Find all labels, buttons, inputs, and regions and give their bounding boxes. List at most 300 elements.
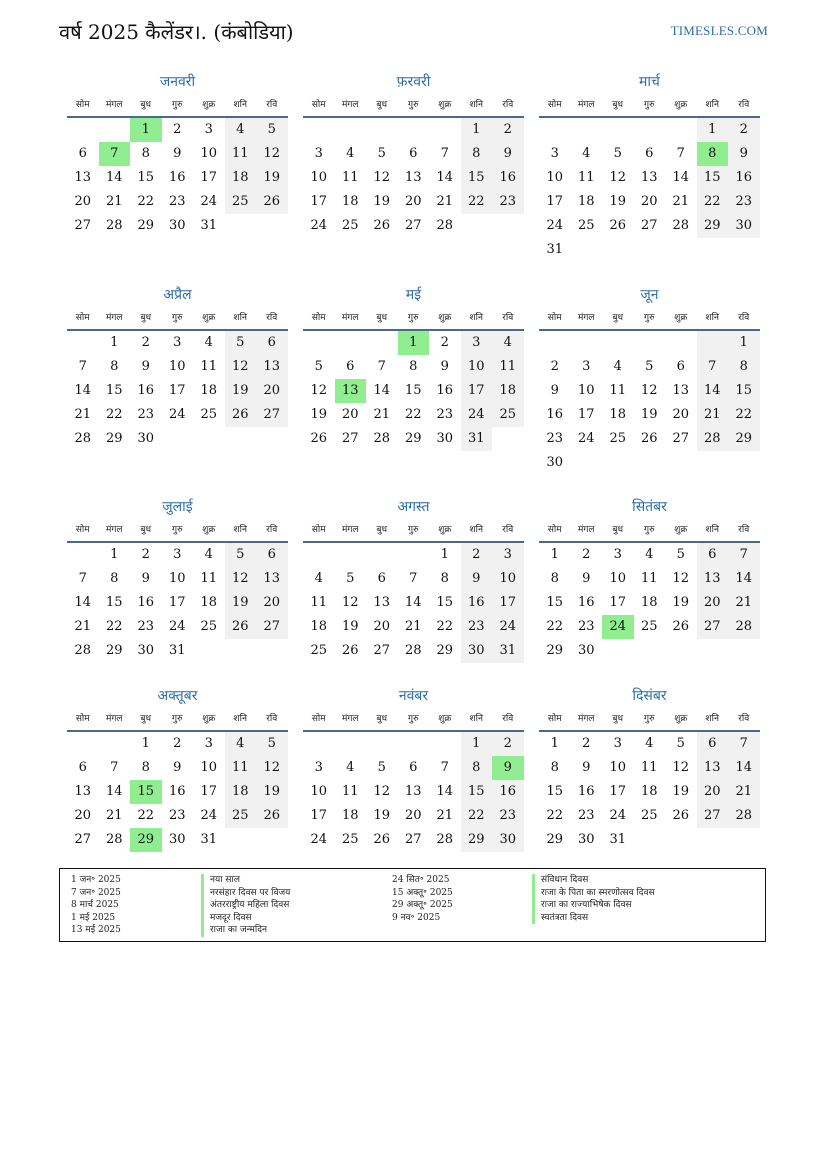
day-cell[interactable]: 11: [341, 170, 359, 185]
day-cell[interactable]: 14: [697, 379, 729, 403]
day-cell[interactable]: 19: [225, 591, 257, 615]
day-cell[interactable]: 5: [377, 146, 386, 161]
day-cell[interactable]: 4: [346, 146, 355, 161]
day-cell[interactable]: 26: [256, 190, 288, 214]
day-cell[interactable]: 10: [168, 359, 186, 374]
day-cell[interactable]: 30: [461, 639, 493, 663]
day-cell[interactable]: 14: [672, 170, 690, 185]
day-cell[interactable]: 10: [609, 760, 627, 775]
day-cell[interactable]: 22: [728, 403, 760, 427]
day-cell[interactable]: 28: [436, 832, 454, 847]
day-cell[interactable]: 21: [436, 808, 454, 823]
day-cell[interactable]: 21: [373, 407, 391, 422]
day-cell[interactable]: 7: [377, 359, 386, 374]
day-cell[interactable]: 4: [645, 736, 654, 751]
day-cell[interactable]: 12: [672, 571, 690, 586]
day-cell[interactable]: 9: [550, 383, 559, 398]
day-cell[interactable]: 18: [640, 595, 658, 610]
day-cell[interactable]: 22: [546, 619, 564, 634]
day-cell[interactable]: 1: [550, 547, 559, 562]
day-cell[interactable]: 18: [640, 784, 658, 799]
day-cell[interactable]: 5: [225, 331, 257, 355]
day-cell[interactable]: 10: [168, 571, 186, 586]
day-cell[interactable]: 18: [310, 619, 328, 634]
day-cell[interactable]: 12: [225, 567, 257, 591]
day-cell[interactable]: 28: [672, 218, 690, 233]
day-cell[interactable]: 27: [697, 615, 729, 639]
day-cell[interactable]: 13: [697, 567, 729, 591]
day-cell[interactable]: 19: [256, 166, 288, 190]
day-cell[interactable]: 2: [141, 335, 150, 350]
day-cell[interactable]: 30: [137, 643, 155, 658]
day-cell[interactable]: 7: [676, 146, 685, 161]
day-cell[interactable]: 27: [74, 218, 92, 233]
day-cell[interactable]: 29: [546, 832, 564, 847]
day-cell[interactable]: 3: [204, 122, 213, 137]
day-cell[interactable]: 25: [341, 218, 359, 233]
day-cell[interactable]: 21: [436, 194, 454, 209]
day-cell[interactable]: 24: [577, 431, 595, 446]
day-cell[interactable]: 12: [225, 355, 257, 379]
day-cell[interactable]: 28: [404, 643, 422, 658]
day-cell[interactable]: 11: [310, 595, 328, 610]
day-cell[interactable]: 17: [168, 383, 186, 398]
day-cell[interactable]: 11: [225, 756, 257, 780]
day-cell[interactable]: 31: [546, 242, 564, 257]
day-cell[interactable]: 31: [492, 639, 524, 663]
day-cell[interactable]: 21: [728, 780, 760, 804]
day-cell[interactable]: 11: [609, 383, 627, 398]
day-cell[interactable]: 6: [697, 732, 729, 756]
day-cell[interactable]: 27: [697, 804, 729, 828]
day-cell[interactable]: 25: [225, 190, 257, 214]
day-cell[interactable]: 9: [728, 142, 760, 166]
day-cell[interactable]: 23: [137, 619, 155, 634]
day-cell[interactable]: 18: [492, 379, 524, 403]
day-cell[interactable]: 28: [697, 427, 729, 451]
day-cell[interactable]: 31: [200, 218, 218, 233]
day-cell[interactable]: 24: [168, 407, 186, 422]
day-cell[interactable]: 8: [141, 760, 150, 775]
day-cell[interactable]: 27: [672, 431, 690, 446]
day-cell[interactable]: 30: [137, 431, 155, 446]
day-cell[interactable]: 4: [225, 118, 257, 142]
day-cell[interactable]: 29: [404, 431, 422, 446]
day-cell[interactable]: 15: [728, 379, 760, 403]
day-cell[interactable]: 14: [74, 383, 92, 398]
day-cell[interactable]: 25: [577, 218, 595, 233]
day-cell[interactable]: 1: [440, 547, 449, 562]
day-cell[interactable]: 14: [404, 595, 422, 610]
day-cell[interactable]: 19: [609, 194, 627, 209]
day-cell[interactable]: 17: [310, 194, 328, 209]
day-cell[interactable]: 9: [141, 359, 150, 374]
day-cell[interactable]: 18: [225, 780, 257, 804]
day-cell[interactable]: 21: [697, 403, 729, 427]
day-cell[interactable]: 10: [492, 567, 524, 591]
day-cell[interactable]: 1: [141, 736, 150, 751]
day-cell[interactable]: 5: [225, 543, 257, 567]
day-cell[interactable]: 24: [546, 218, 564, 233]
day-cell[interactable]: 9: [440, 359, 449, 374]
day-cell[interactable]: 18: [577, 194, 595, 209]
day-cell[interactable]: 23: [492, 190, 524, 214]
day-cell[interactable]: 20: [74, 808, 92, 823]
day-cell[interactable]: 12: [256, 142, 288, 166]
day-cell[interactable]: 30: [492, 828, 524, 852]
day-cell[interactable]: 2: [461, 543, 493, 567]
day-cell[interactable]: 3: [314, 146, 323, 161]
day-cell[interactable]: 12: [256, 756, 288, 780]
day-cell[interactable]: 24: [200, 194, 218, 209]
day-cell[interactable]: 7: [728, 732, 760, 756]
day-cell[interactable]: 21: [105, 808, 123, 823]
day-cell[interactable]: 9: [492, 142, 524, 166]
day-cell[interactable]: 13: [373, 595, 391, 610]
day-cell[interactable]: 5: [256, 118, 288, 142]
day-cell[interactable]: 20: [697, 591, 729, 615]
day-cell[interactable]: 19: [225, 379, 257, 403]
day-cell[interactable]: 21: [728, 591, 760, 615]
day-cell[interactable]: 23: [168, 194, 186, 209]
day-cell[interactable]: 12: [341, 595, 359, 610]
day-cell[interactable]: 7: [78, 359, 87, 374]
day-cell[interactable]: 1: [110, 547, 119, 562]
day-cell[interactable]: 5: [377, 760, 386, 775]
day-cell[interactable]: 15: [697, 166, 729, 190]
day-cell[interactable]: 4: [204, 547, 213, 562]
day-cell[interactable]: 28: [436, 218, 454, 233]
day-cell[interactable]: 5: [314, 359, 323, 374]
day-cell[interactable]: 30: [436, 431, 454, 446]
day-cell[interactable]: 3: [613, 547, 622, 562]
day-cell[interactable]: 27: [404, 832, 422, 847]
day-cell[interactable]: 7: [440, 760, 449, 775]
day-cell[interactable]: 2: [582, 547, 591, 562]
day-cell[interactable]: 27: [404, 218, 422, 233]
day-cell[interactable]: 30: [577, 832, 595, 847]
day-cell[interactable]: 19: [373, 194, 391, 209]
day-cell[interactable]: 22: [461, 190, 493, 214]
day-cell[interactable]: 22: [137, 808, 155, 823]
day-cell[interactable]: 22: [105, 407, 123, 422]
day-cell[interactable]: 13: [74, 170, 92, 185]
day-cell[interactable]: 28: [74, 643, 92, 658]
day-cell[interactable]: 21: [105, 194, 123, 209]
day-cell[interactable]: 17: [546, 194, 564, 209]
day-cell[interactable]: 17: [577, 407, 595, 422]
day-cell[interactable]: 17: [200, 170, 218, 185]
day-cell[interactable]: 8: [110, 571, 119, 586]
day-cell[interactable]: 6: [346, 359, 355, 374]
day-cell[interactable]: 18: [341, 194, 359, 209]
day-cell[interactable]: 8: [440, 571, 449, 586]
day-cell[interactable]: 10: [310, 170, 328, 185]
day-cell[interactable]: 3: [314, 760, 323, 775]
day-cell[interactable]: 29: [546, 643, 564, 658]
day-cell[interactable]: 24: [200, 808, 218, 823]
day-cell[interactable]: 9: [173, 146, 182, 161]
day-cell[interactable]: 29: [105, 431, 123, 446]
day-cell[interactable]: 14: [105, 784, 123, 799]
day-cell[interactable]: 4: [225, 732, 257, 756]
day-cell[interactable]: 13: [672, 383, 690, 398]
day-cell[interactable]: 23: [461, 615, 493, 639]
day-cell[interactable]: 27: [256, 403, 288, 427]
day-cell[interactable]: 10: [461, 355, 493, 379]
day-cell[interactable]: 5: [676, 547, 685, 562]
day-cell[interactable]: 23: [168, 808, 186, 823]
day-cell[interactable]: 9: [582, 760, 591, 775]
day-cell[interactable]: 29: [697, 214, 729, 238]
day-cell[interactable]: 10: [200, 146, 218, 161]
day-cell[interactable]: 2: [728, 118, 760, 142]
day-cell[interactable]: 28: [105, 218, 123, 233]
day-cell[interactable]: 8: [110, 359, 119, 374]
day-cell[interactable]: 21: [74, 407, 92, 422]
day-cell[interactable]: 11: [640, 571, 658, 586]
day-cell[interactable]: 23: [436, 407, 454, 422]
day-cell[interactable]: 15: [404, 383, 422, 398]
day-cell[interactable]: 25: [341, 832, 359, 847]
day-cell[interactable]: 8: [550, 571, 559, 586]
holiday-day-cell[interactable]: 24: [602, 615, 634, 639]
day-cell[interactable]: 26: [373, 218, 391, 233]
day-cell[interactable]: 2: [173, 122, 182, 137]
day-cell[interactable]: 11: [200, 359, 218, 374]
day-cell[interactable]: 11: [225, 142, 257, 166]
day-cell[interactable]: 29: [436, 643, 454, 658]
day-cell[interactable]: 20: [74, 194, 92, 209]
day-cell[interactable]: 1: [461, 732, 493, 756]
day-cell[interactable]: 16: [728, 166, 760, 190]
holiday-day-cell[interactable]: 13: [335, 379, 367, 403]
day-cell[interactable]: 2: [582, 736, 591, 751]
day-cell[interactable]: 15: [546, 595, 564, 610]
day-cell[interactable]: 13: [697, 756, 729, 780]
day-cell[interactable]: 6: [377, 571, 386, 586]
day-cell[interactable]: 25: [609, 431, 627, 446]
day-cell[interactable]: 5: [256, 732, 288, 756]
day-cell[interactable]: 15: [105, 595, 123, 610]
day-cell[interactable]: 17: [310, 808, 328, 823]
day-cell[interactable]: 26: [373, 832, 391, 847]
day-cell[interactable]: 23: [577, 808, 595, 823]
day-cell[interactable]: 2: [492, 118, 524, 142]
day-cell[interactable]: 3: [173, 547, 182, 562]
day-cell[interactable]: 22: [105, 619, 123, 634]
day-cell[interactable]: 31: [200, 832, 218, 847]
day-cell[interactable]: 3: [582, 359, 591, 374]
day-cell[interactable]: 6: [256, 331, 288, 355]
day-cell[interactable]: 13: [256, 355, 288, 379]
day-cell[interactable]: 16: [137, 595, 155, 610]
day-cell[interactable]: 25: [310, 643, 328, 658]
day-cell[interactable]: 9: [461, 567, 493, 591]
day-cell[interactable]: 26: [672, 619, 690, 634]
day-cell[interactable]: 1: [697, 118, 729, 142]
day-cell[interactable]: 14: [436, 170, 454, 185]
day-cell[interactable]: 15: [546, 784, 564, 799]
day-cell[interactable]: 12: [310, 383, 328, 398]
day-cell[interactable]: 27: [256, 615, 288, 639]
holiday-day-cell[interactable]: 29: [130, 828, 162, 852]
day-cell[interactable]: 15: [436, 595, 454, 610]
day-cell[interactable]: 2: [440, 335, 449, 350]
day-cell[interactable]: 6: [697, 543, 729, 567]
day-cell[interactable]: 24: [310, 832, 328, 847]
day-cell[interactable]: 28: [74, 431, 92, 446]
day-cell[interactable]: 29: [137, 218, 155, 233]
day-cell[interactable]: 16: [461, 591, 493, 615]
day-cell[interactable]: 15: [461, 780, 493, 804]
day-cell[interactable]: 4: [645, 547, 654, 562]
day-cell[interactable]: 17: [609, 595, 627, 610]
day-cell[interactable]: 22: [137, 194, 155, 209]
day-cell[interactable]: 2: [141, 547, 150, 562]
day-cell[interactable]: 24: [310, 218, 328, 233]
day-cell[interactable]: 14: [105, 170, 123, 185]
day-cell[interactable]: 14: [728, 756, 760, 780]
day-cell[interactable]: 27: [74, 832, 92, 847]
day-cell[interactable]: 6: [78, 146, 87, 161]
day-cell[interactable]: 5: [346, 571, 355, 586]
day-cell[interactable]: 22: [436, 619, 454, 634]
day-cell[interactable]: 16: [168, 784, 186, 799]
day-cell[interactable]: 8: [409, 359, 418, 374]
day-cell[interactable]: 14: [728, 567, 760, 591]
day-cell[interactable]: 14: [74, 595, 92, 610]
day-cell[interactable]: 6: [676, 359, 685, 374]
day-cell[interactable]: 7: [697, 355, 729, 379]
day-cell[interactable]: 5: [645, 359, 654, 374]
day-cell[interactable]: 21: [74, 619, 92, 634]
day-cell[interactable]: 6: [409, 146, 418, 161]
day-cell[interactable]: 5: [613, 146, 622, 161]
day-cell[interactable]: 18: [200, 595, 218, 610]
day-cell[interactable]: 22: [404, 407, 422, 422]
day-cell[interactable]: 20: [256, 379, 288, 403]
day-cell[interactable]: 12: [672, 760, 690, 775]
day-cell[interactable]: 6: [256, 543, 288, 567]
day-cell[interactable]: 25: [640, 619, 658, 634]
day-cell[interactable]: 28: [728, 615, 760, 639]
day-cell[interactable]: 31: [609, 832, 627, 847]
day-cell[interactable]: 26: [225, 615, 257, 639]
day-cell[interactable]: 22: [697, 190, 729, 214]
day-cell[interactable]: 19: [672, 784, 690, 799]
day-cell[interactable]: 4: [582, 146, 591, 161]
day-cell[interactable]: 30: [168, 832, 186, 847]
day-cell[interactable]: 13: [74, 784, 92, 799]
day-cell[interactable]: 10: [200, 760, 218, 775]
day-cell[interactable]: 24: [168, 619, 186, 634]
day-cell[interactable]: 28: [373, 431, 391, 446]
day-cell[interactable]: 30: [728, 214, 760, 238]
day-cell[interactable]: 22: [546, 808, 564, 823]
day-cell[interactable]: 12: [609, 170, 627, 185]
day-cell[interactable]: 25: [225, 804, 257, 828]
day-cell[interactable]: 15: [137, 170, 155, 185]
day-cell[interactable]: 10: [609, 571, 627, 586]
day-cell[interactable]: 7: [110, 760, 119, 775]
day-cell[interactable]: 23: [137, 407, 155, 422]
day-cell[interactable]: 10: [546, 170, 564, 185]
day-cell[interactable]: 16: [546, 407, 564, 422]
day-cell[interactable]: 6: [409, 760, 418, 775]
brand-link[interactable]: TIMESLES.COM: [670, 23, 768, 38]
day-cell[interactable]: 23: [546, 431, 564, 446]
day-cell[interactable]: 18: [200, 383, 218, 398]
day-cell[interactable]: 26: [609, 218, 627, 233]
day-cell[interactable]: 2: [173, 736, 182, 751]
day-cell[interactable]: 9: [582, 571, 591, 586]
day-cell[interactable]: 12: [640, 383, 658, 398]
day-cell[interactable]: 8: [461, 756, 493, 780]
day-cell[interactable]: 23: [728, 190, 760, 214]
day-cell[interactable]: 1: [550, 736, 559, 751]
day-cell[interactable]: 17: [200, 784, 218, 799]
day-cell[interactable]: 23: [492, 804, 524, 828]
holiday-day-cell[interactable]: 7: [99, 142, 131, 166]
day-cell[interactable]: 16: [168, 170, 186, 185]
day-cell[interactable]: 13: [404, 784, 422, 799]
day-cell[interactable]: 17: [609, 784, 627, 799]
day-cell[interactable]: 9: [173, 760, 182, 775]
day-cell[interactable]: 4: [314, 571, 323, 586]
day-cell[interactable]: 3: [492, 543, 524, 567]
day-cell[interactable]: 30: [168, 218, 186, 233]
day-cell[interactable]: 6: [645, 146, 654, 161]
day-cell[interactable]: 2: [492, 732, 524, 756]
day-cell[interactable]: 20: [640, 194, 658, 209]
day-cell[interactable]: 20: [373, 619, 391, 634]
day-cell[interactable]: 26: [256, 804, 288, 828]
day-cell[interactable]: 20: [256, 591, 288, 615]
day-cell[interactable]: 26: [341, 643, 359, 658]
day-cell[interactable]: 8: [728, 355, 760, 379]
day-cell[interactable]: 22: [461, 804, 493, 828]
day-cell[interactable]: 27: [640, 218, 658, 233]
day-cell[interactable]: 24: [492, 615, 524, 639]
day-cell[interactable]: 11: [492, 355, 524, 379]
day-cell[interactable]: 21: [404, 619, 422, 634]
day-cell[interactable]: 5: [676, 736, 685, 751]
day-cell[interactable]: 11: [640, 760, 658, 775]
day-cell[interactable]: 18: [225, 166, 257, 190]
day-cell[interactable]: 18: [609, 407, 627, 422]
day-cell[interactable]: 1: [461, 118, 493, 142]
day-cell[interactable]: 26: [672, 808, 690, 823]
day-cell[interactable]: 1: [728, 331, 760, 355]
day-cell[interactable]: 13: [640, 170, 658, 185]
holiday-day-cell[interactable]: 9: [492, 756, 524, 780]
day-cell[interactable]: 20: [672, 407, 690, 422]
day-cell[interactable]: 13: [256, 567, 288, 591]
day-cell[interactable]: 3: [550, 146, 559, 161]
day-cell[interactable]: 16: [436, 383, 454, 398]
day-cell[interactable]: 25: [492, 403, 524, 427]
day-cell[interactable]: 20: [404, 808, 422, 823]
day-cell[interactable]: 4: [613, 359, 622, 374]
day-cell[interactable]: 3: [461, 331, 493, 355]
day-cell[interactable]: 7: [440, 146, 449, 161]
day-cell[interactable]: 4: [204, 335, 213, 350]
day-cell[interactable]: 16: [492, 780, 524, 804]
day-cell[interactable]: 28: [728, 804, 760, 828]
day-cell[interactable]: 12: [373, 784, 391, 799]
holiday-day-cell[interactable]: 8: [697, 142, 729, 166]
